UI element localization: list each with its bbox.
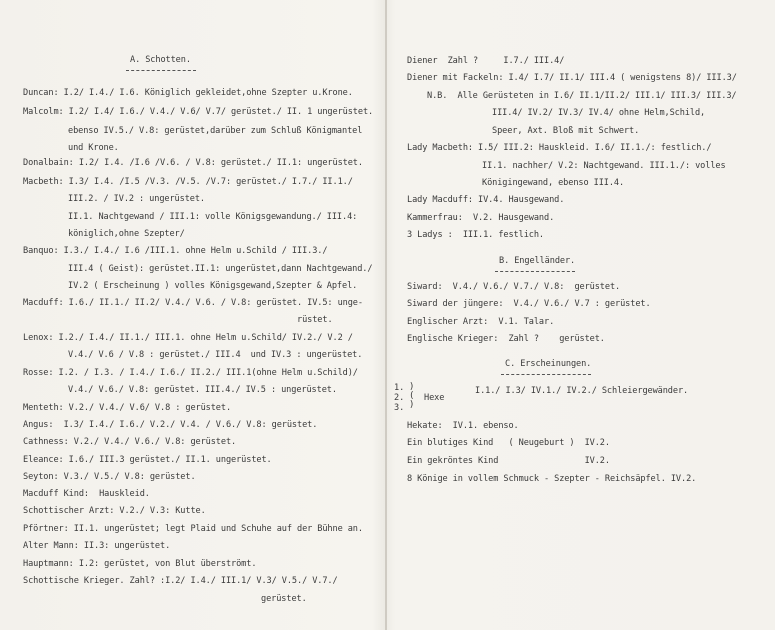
line-lady-macduff: Lady Macduff: IV.4. Hausgewand.	[407, 195, 565, 205]
line-krieger-2: gerüstet.	[261, 594, 307, 604]
line-banquo: Banquo: I.3./ I.4./ I.6 /III.1. ohne Helm u.Schild / III.3./	[23, 246, 328, 256]
line-ladys: 3 Ladys : III.1. festlich.	[407, 230, 544, 240]
line-lady-macbeth: Lady Macbeth: I.5/ III.2: Hauskleid. I.6/ II.1./: festlich./	[407, 143, 712, 153]
heading-erscheinungen: C. Erscheinungen.	[505, 359, 592, 369]
line-siward-juenger: Siward der jüngere: V.4./ V.6./ V.7 : gerüstet.	[407, 299, 651, 309]
line-macbeth-3: II.1. Nachtgewand / III.1: volle Königsgewandung./ III.4:	[68, 212, 358, 222]
witch-number-3: 3.	[394, 403, 405, 413]
line-nb-3: Speer, Axt. Bloß mit Schwert.	[492, 126, 640, 136]
line-lady-macbeth-3: Königingewand, ebenso III.4.	[482, 178, 625, 188]
witch-label: Hexe	[424, 393, 445, 403]
heading-underline	[495, 271, 575, 272]
line-arzt: Schottischer Arzt: V.2./ V.3: Kutte.	[23, 506, 206, 516]
line-malcolm: Malcolm: I.2/ I.4/ I.6./ V.4./ V.6/ V.7/ gerüstet./ II. 1 ungerüstet.	[23, 107, 374, 117]
line-gekroentes-kind: Ein gekröntes Kind IV.2.	[407, 456, 610, 466]
line-macbeth-4: königlich,ohne Szepter/	[68, 229, 185, 239]
line-donalbain: Donalbain: I.2/ I.4. /I.6 /V.6. / V.8: gerüstet./ II.1: ungerüstet.	[23, 158, 363, 168]
line-blutiges-kind: Ein blutiges Kind ( Neugeburt ) IV.2.	[407, 438, 610, 448]
line-lady-macbeth-2: II.1. nachher/ V.2: Nachtgewand. III.1./: volles	[482, 161, 726, 171]
line-lenox-2: V.4./ V.6 / V.8 : gerüstet./ III.4 und IV.3 : ungerüstet.	[68, 350, 363, 360]
line-hexe: I.1./ I.3/ IV.1./ IV.2./ Schleiergewänder.	[475, 386, 689, 396]
witch-number-2: 2.	[394, 393, 405, 403]
heading-schotten: A. Schotten.	[130, 55, 191, 65]
line-siward: Siward: V.4./ V.6./ V.7./ V.8: gerüstet.	[407, 282, 621, 292]
heading-engellaender: B. Engelländer.	[499, 256, 576, 266]
line-macduff-2: rüstet.	[297, 315, 333, 325]
line-nb-2: III.4/ IV.2/ IV.3/ IV.4/ ohne Helm,Schild,	[492, 108, 706, 118]
line-malcolm-2: ebenso IV.5./ V.8: gerüstet,darüber zum Schluß Königmantel	[68, 126, 363, 136]
line-macbeth: Macbeth: I.3/ I.4. /I.5 /V.3. /V.5. /V.7: gerüstet./ I.7./ II.1./	[23, 177, 353, 187]
line-englischer-arzt: Englischer Arzt: V.1. Talar.	[407, 317, 555, 327]
line-krieger: Schottische Krieger. Zahl? :I.2/ I.4./ III.1/ V.3/ V.5./ V.7./	[23, 576, 338, 586]
line-malcolm-3: und Krone.	[68, 143, 119, 153]
line-macduff-kind: Macduff Kind: Hauskleid.	[23, 489, 150, 499]
line-englische-krieger: Englische Krieger: Zahl ? gerüstet.	[407, 334, 605, 344]
line-duncan: Duncan: I.2/ I.4./ I.6. Königlich gekleidet,ohne Szepter u.Krone.	[23, 88, 353, 98]
heading-underline	[126, 70, 196, 71]
line-banquo-3: IV.2 ( Erscheinung ) volles Königsgewand,Szepter & Apfel.	[68, 281, 358, 291]
line-hauptmann: Hauptmann: I.2: gerüstet, von Blut überströmt.	[23, 559, 257, 569]
line-rosse-2: V.4./ V.6./ V.8: gerüstet. III.4./ IV.5 : ungerüstet.	[68, 385, 337, 395]
brace-icon: ) ( )	[409, 382, 415, 410]
line-lenox: Lenox: I.2./ I.4./ II.1./ III.1. ohne Helm u.Schild/ IV.2./ V.2 /	[23, 333, 353, 343]
line-8-koenige: 8 Könige in vollem Schmuck - Szepter - Reichsäpfel. IV.2.	[407, 474, 697, 484]
line-diener: Diener Zahl ? I.7./ III.4/	[407, 56, 565, 66]
line-rosse: Rosse: I.2. / I.3. / I.4./ I.6./ II.2./ III.1(ohne Helm u.Schild)/	[23, 368, 358, 378]
line-banquo-2: III.4 ( Geist): gerüstet.II.1: ungerüstet,dann Nachtgewand./	[68, 264, 373, 274]
line-angus: Angus: I.3/ I.4./ I.6./ V.2./ V.4. / V.6./ V.8: gerüstet.	[23, 420, 318, 430]
line-alter-mann: Alter Mann: II.3: ungerüstet.	[23, 541, 171, 551]
line-kammerfrau: Kammerfrau: V.2. Hausgewand.	[407, 213, 555, 223]
line-seyton: Seyton: V.3./ V.5./ V.8: gerüstet.	[23, 472, 196, 482]
line-cathness: Cathness: V.2./ V.4./ V.6./ V.8: gerüstet.	[23, 437, 237, 447]
line-macduff: Macduff: I.6./ II.1./ II.2/ V.4./ V.6. / V.8: gerüstet. IV.5: unge-	[23, 298, 363, 308]
line-nb: N.B. Alle Gerüsteten in I.6/ II.1/II.2/ III.1/ III.3/ III.3/	[427, 91, 737, 101]
witch-number-1: 1.	[394, 383, 405, 393]
heading-underline	[501, 374, 591, 375]
line-eleance: Eleance: I.6./ III.3 gerüstet./ II.1. ungerüstet.	[23, 455, 272, 465]
line-hekate: Hekate: IV.1. ebenso.	[407, 421, 519, 431]
line-menteth: Menteth: V.2./ V.4./ V.6/ V.8 : gerüstet.	[23, 403, 232, 413]
line-macbeth-2: III.2. / IV.2 : ungerüstet.	[68, 194, 205, 204]
line-pfoertner: Pförtner: II.1. ungerüstet; legt Plaid und Schuhe auf der Bühne an.	[23, 524, 363, 534]
page-fold	[385, 0, 387, 630]
line-diener-fackeln: Diener mit Fackeln: I.4/ I.7/ II.1/ III.4 ( wenigstens 8)/ III.3/	[407, 73, 737, 83]
